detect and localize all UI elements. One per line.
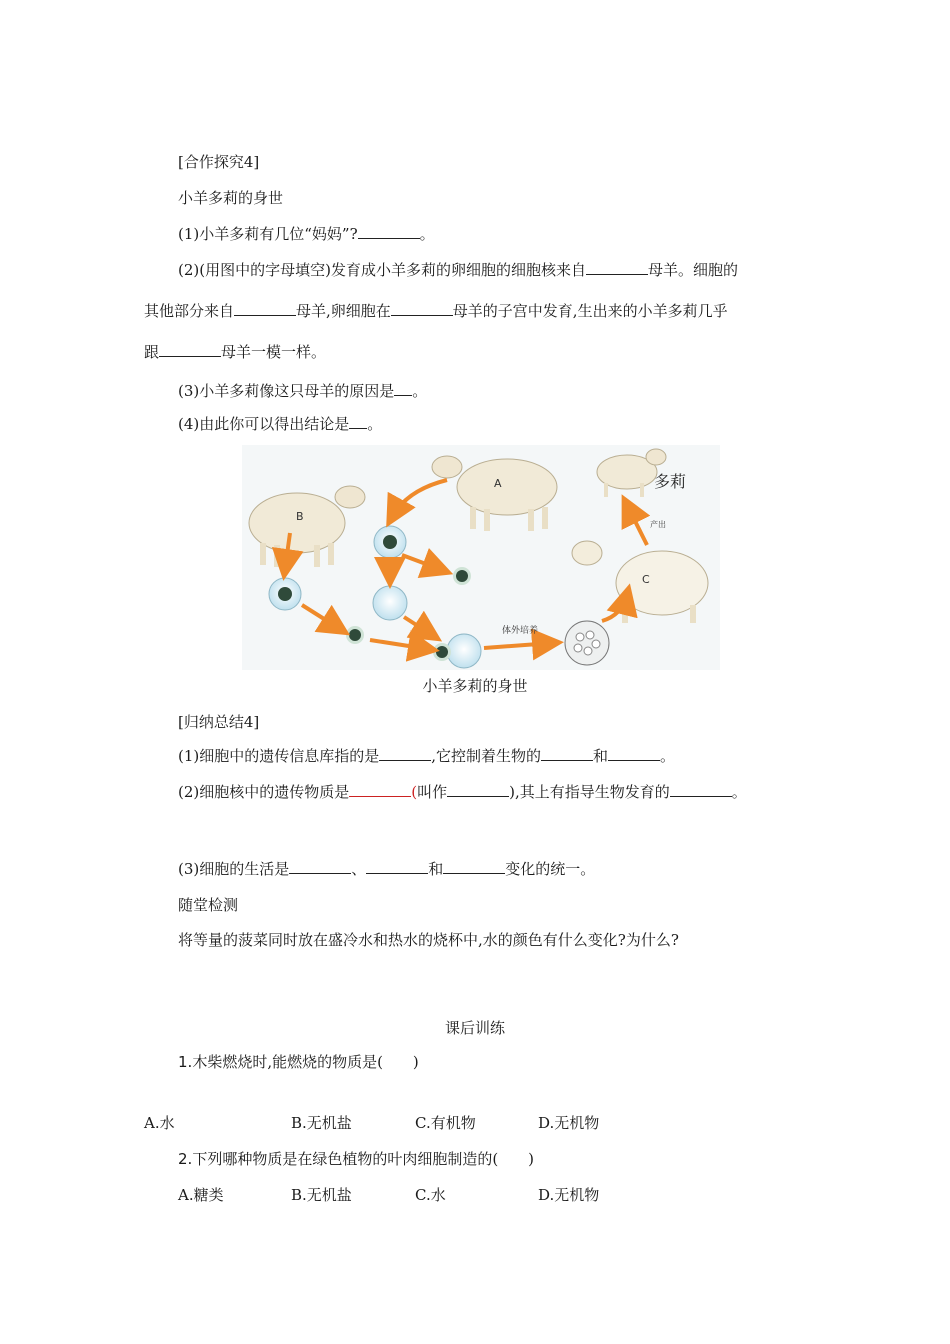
answer-blank[interactable] xyxy=(394,381,412,396)
summary-1 xyxy=(178,746,675,766)
question-text: 木柴燃烧时,能燃烧的物质是( ) xyxy=(192,1053,419,1071)
nucleus-b xyxy=(346,626,364,644)
option-a[interactable]: A.糖类 xyxy=(178,1186,224,1204)
birth-label: 产出 xyxy=(650,520,666,529)
answer-blank[interactable] xyxy=(379,746,431,761)
answer-blank[interactable] xyxy=(443,859,505,874)
question-4 xyxy=(178,414,382,434)
answer-blank[interactable] xyxy=(234,301,296,316)
question-1-text: (1)小羊多莉有几位“妈妈”? xyxy=(178,225,358,243)
summary-2-a: (2)细胞核中的遗传物质是 xyxy=(178,783,350,801)
question-4-end: 。 xyxy=(367,415,383,433)
summary-2 xyxy=(178,782,747,802)
question-2-line-3 xyxy=(144,342,326,362)
question-3-text: (3)小羊多莉像这只母羊的原因是 xyxy=(178,382,395,400)
cell-a-egg xyxy=(374,526,406,558)
question-2-part-2: 母羊。细胞的 xyxy=(647,261,738,279)
dolly-cloning-figure xyxy=(242,445,720,670)
answer-blank[interactable] xyxy=(358,224,420,239)
question-2-part-5: 母羊的子宫中发育,生出来的小羊多莉几乎 xyxy=(452,302,728,320)
summary-2-c: ),其上有指导生物发育的 xyxy=(509,783,670,801)
summary-3-b: 、 xyxy=(351,860,367,878)
label-c: C xyxy=(642,573,650,586)
cell-b xyxy=(269,578,301,610)
question-2-part-1: (2)(用图中的字母填空)发育成小羊多莉的卵细胞的细胞核来自 xyxy=(178,261,586,279)
question-2-part-6: 跟 xyxy=(144,343,160,361)
nucleus-a xyxy=(453,567,471,585)
question-1-end: 。 xyxy=(419,225,435,243)
question-2-part-7: 母羊一模一样。 xyxy=(221,343,327,361)
option-a[interactable]: A.水 xyxy=(144,1114,175,1132)
cloning-diagram xyxy=(242,445,720,670)
summary-3-d: 变化的统一。 xyxy=(505,860,596,878)
answer-blank[interactable] xyxy=(349,414,367,429)
question-1 xyxy=(178,224,435,244)
check-heading: 随堂检测 xyxy=(178,896,239,914)
question-3-end: 。 xyxy=(412,382,428,400)
training-heading: 课后训练 xyxy=(444,1019,505,1037)
question-2-line-2 xyxy=(144,301,728,321)
question-3 xyxy=(178,381,427,401)
answer-blank[interactable] xyxy=(541,746,593,761)
answer-blank[interactable] xyxy=(159,342,221,357)
check-question: 将等量的菠菜同时放在盛冷水和热水的烧杯中,水的颜色有什么变化?为什么? xyxy=(178,931,679,949)
summary-3-a: (3)细胞的生活是 xyxy=(178,860,290,878)
option-c[interactable]: C.水 xyxy=(415,1186,446,1204)
question-2-part-4: 母羊,卵细胞在 xyxy=(296,302,391,320)
option-b[interactable]: B.无机盐 xyxy=(291,1186,352,1204)
culture-label: 体外培养 xyxy=(502,626,539,636)
inquiry-heading: [合作探究4] xyxy=(178,153,260,171)
embryo xyxy=(565,621,609,665)
summary-1-c: 和 xyxy=(593,747,609,765)
option-d[interactable]: D.无机物 xyxy=(538,1114,600,1132)
answer-blank[interactable] xyxy=(349,782,411,797)
answer-blank[interactable] xyxy=(289,859,351,874)
question-number: 1. xyxy=(178,1053,193,1071)
option-d[interactable]: D.无机物 xyxy=(538,1186,600,1204)
option-b[interactable]: B.无机盐 xyxy=(291,1114,352,1132)
summary-3-c: 和 xyxy=(428,860,444,878)
answer-blank[interactable] xyxy=(366,859,428,874)
option-c[interactable]: C.有机物 xyxy=(415,1114,476,1132)
summary-3 xyxy=(178,859,595,879)
answer-blank[interactable] xyxy=(670,782,732,797)
answer-blank[interactable] xyxy=(391,301,453,316)
summary-1-a: (1)细胞中的遗传信息库指的是 xyxy=(178,747,380,765)
summary-1-d: 。 xyxy=(660,747,676,765)
question-2-part-3: 其他部分来自 xyxy=(144,302,235,320)
summary-1-b: ,它控制着生物的 xyxy=(431,747,542,765)
dolly-label: 多莉 xyxy=(654,472,687,491)
label-a: A xyxy=(494,477,502,490)
question-number: 2. xyxy=(178,1150,193,1168)
question-2-line-1 xyxy=(178,260,738,280)
question-4-text: (4)由此你可以得出结论是 xyxy=(178,415,350,433)
training-question-2 xyxy=(178,1149,534,1169)
summary-2-d: 。 xyxy=(731,783,747,801)
summary-2-b: 叫作 xyxy=(417,783,448,801)
inquiry-title: 小羊多莉的身世 xyxy=(178,189,284,207)
answer-blank[interactable] xyxy=(586,260,648,275)
summary-heading: [归纳总结4] xyxy=(178,713,260,731)
summary-2-paren: ( xyxy=(411,783,418,801)
answer-blank[interactable] xyxy=(608,746,660,761)
figure-caption: 小羊多莉的身世 xyxy=(422,677,528,695)
training-question-1 xyxy=(178,1052,419,1072)
enucleated-egg xyxy=(373,586,407,620)
question-text: 下列哪种物质是在绿色植物的叶肉细胞制造的( ) xyxy=(192,1150,535,1168)
answer-blank[interactable] xyxy=(447,782,509,797)
label-b: B xyxy=(296,510,304,523)
